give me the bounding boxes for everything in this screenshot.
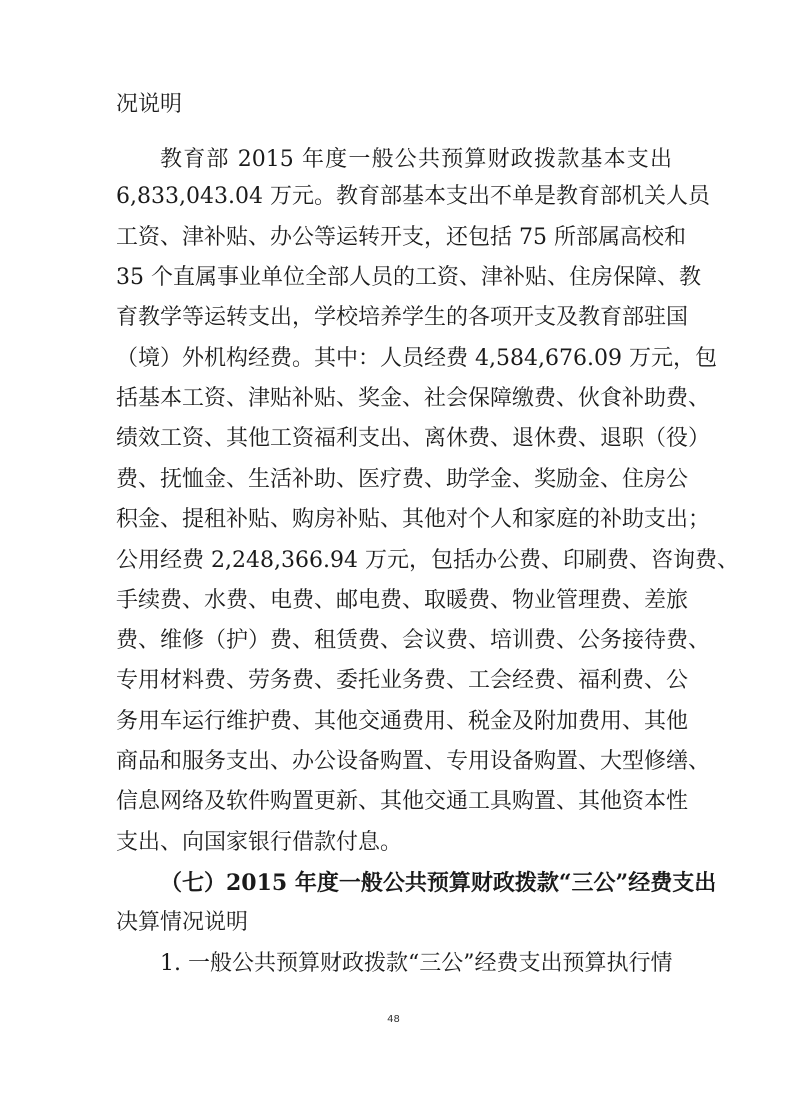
section-heading-line: 决算情况说明 (116, 910, 249, 935)
text-line: 信息网络及软件购置更新、其他交通工具购置、其他资本性 (116, 789, 689, 814)
text-line: 6,833,043.04 万元。教育部基本支出不单是教育部机关人员 (116, 184, 710, 209)
page-number: 48 (387, 1014, 400, 1025)
text-line: 工资、津补贴、办公等运转开支，还包括 75 所部属高校和 (116, 225, 686, 250)
text-line: 况说明 (116, 92, 183, 117)
text-line: 括基本工资、津贴补贴、奖金、社会保障缴费、伙食补助费、 (116, 386, 711, 411)
text-line: 手续费、水费、电费、邮电费、取暖费、物业管理费、差旅 (116, 588, 689, 613)
section-heading-line: （七）2015 年度一般公共预算财政拨款“三公”经费支出 (160, 870, 717, 896)
text-line: 1. 一般公共预算财政拨款“三公”经费支出预算执行情 (160, 951, 673, 976)
text-line: 育教学等运转支出，学校培养学生的各项开支及教育部驻国 (116, 305, 689, 330)
text-line: 35 个直属事业单位全部人员的工资、津补贴、住房保障、教 (116, 265, 701, 290)
text-line: 公用经费 2,248,366.94 万元，包括办公费、印刷费、咨询费、 (116, 548, 739, 573)
text-line: 费、抚恤金、生活补助、医疗费、助学金、奖励金、住房公 (116, 467, 689, 492)
text-line: 支出、向国家银行借款付息。 (116, 830, 403, 855)
text-line: 教育部 2015 年度一般公共预算财政拨款基本支出 (160, 147, 672, 172)
text-line: 商品和服务支出、办公设备购置、专用设备购置、大型修缮、 (116, 749, 711, 774)
text-line: 务用车运行维护费、其他交通费用、税金及附加费用、其他 (116, 709, 689, 734)
text-line: 专用材料费、劳务费、委托业务费、工会经费、福利费、公 (116, 668, 689, 693)
text-line: 费、维修（护）费、租赁费、会议费、培训费、公务接待费、 (116, 628, 711, 653)
text-line: 积金、提租补贴、购房补贴、其他对个人和家庭的补助支出； (116, 507, 711, 532)
text-line: （境）外机构经费。其中：人员经费 4,584,676.09 万元，包 (116, 346, 717, 371)
text-line: 绩效工资、其他工资福利支出、离休费、退休费、退职（役） (116, 426, 711, 451)
